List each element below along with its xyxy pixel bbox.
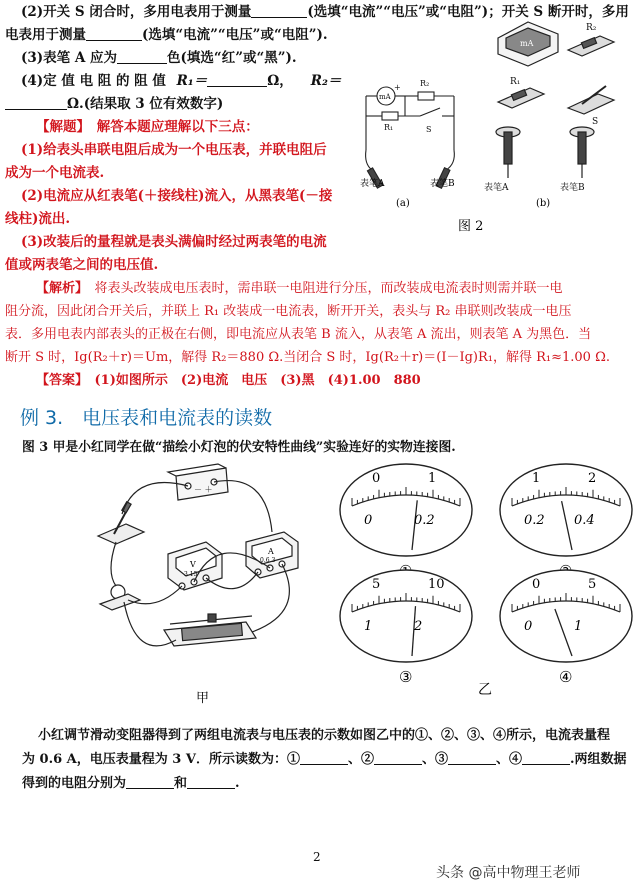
q4-omega: Ω， <box>267 73 293 89</box>
resistor-r1-icon <box>498 77 544 108</box>
analysis-line: 表．多用电表内部表头的正极在右侧，即电流应从表笔 B 流入，从表笔 A 流出，则表笔 A 为黑色．当 <box>5 327 592 342</box>
bottom-question-text: 、④ <box>495 752 522 767</box>
hint-point-3-cont: 值或两表笔之间的电压值. <box>5 257 159 273</box>
dial-bottom-left: 1 <box>364 619 373 634</box>
pen-b-label-b: 表笔B <box>560 183 585 193</box>
figure-3-dials <box>338 458 638 708</box>
q2-text: (选填“电流”“电压”或“电阻”)；开关 S 断开时，多用 <box>307 4 629 20</box>
q4-r2: R₂＝ <box>310 73 342 89</box>
hint-point-3: (3)改装后的量程就是表头满偏时经过两表笔的电流 <box>21 234 327 250</box>
fig2-label-a: (a) <box>396 198 410 209</box>
dial-top-left: 1 <box>532 471 541 486</box>
dial-top-right: 2 <box>588 471 597 486</box>
dial-outline <box>340 464 472 556</box>
dial-outline <box>500 570 632 662</box>
probe-b-icon <box>560 127 594 193</box>
dial-bottom-right: 2 <box>414 619 423 634</box>
meter-dial-2 <box>500 464 632 580</box>
fig2-caption: 图 2 <box>458 219 484 234</box>
answer-text: (1)如图所示 (2)电流 电压 (3)黑 (4)1.00 880 <box>94 373 421 388</box>
fig3-yi-caption: 乙 <box>478 682 492 698</box>
dial-label: ④ <box>559 668 573 686</box>
reading-blank-1[interactable] <box>300 750 348 765</box>
meter-dial-1 <box>340 464 472 580</box>
battery-signs: － ＋ <box>194 485 213 494</box>
svg-text:R₁: R₁ <box>384 123 394 132</box>
battery-icon <box>168 464 228 500</box>
bottom-question-text: 、② <box>347 752 374 767</box>
answer-blank[interactable] <box>86 26 142 41</box>
example-3-intro: 图 3 甲是小红同学在做“描绘小灯泡的伏安特性曲线”实验连好的实物连接图. <box>22 440 456 455</box>
hint-point-2: (2)电流应从红表笔(＋接线柱)流入，从黑表笔(－接 <box>21 188 333 204</box>
svg-text:S: S <box>426 125 432 134</box>
hint-point-1-cont: 成为一个电流表. <box>5 165 105 181</box>
ammeter-scale: 0.6 3 <box>260 557 276 564</box>
dial-label: ③ <box>399 668 413 686</box>
meter-head-icon <box>498 22 558 66</box>
meter-dial-3 <box>340 570 472 686</box>
pen-b-label: 表笔B <box>430 179 455 189</box>
bottom-question-text: .两组数据 <box>570 752 627 767</box>
circuit-diagram <box>366 79 455 188</box>
dial-outline <box>340 570 472 662</box>
svg-text:mA: mA <box>379 93 391 101</box>
voltmeter-scale: 3 15 <box>184 571 198 578</box>
hint-intro: 解答本题应理解以下三点： <box>96 119 259 135</box>
dial-bottom-left: 0.2 <box>524 513 545 528</box>
analysis-line: 阻分流，因此闭合开关后，并联上 R₁ 改装成一电流表，断开开关，表头与 R₂ 串联则改装成一电压 <box>5 304 572 319</box>
analysis-line: 断开 S 时，Ig(R₂＋r)＝Um，解得 R₂＝880 Ω.当闭合 S 时，Ig(R₂＋r)＝(I－Ig)R₁，解得 R₁≈1.00 Ω. <box>5 350 610 365</box>
bottom-question-text: 得到的电阻分别为 <box>22 776 127 791</box>
fig2-label-b: (b) <box>536 198 551 209</box>
example-3-title: 例 3. 电压表和电流表的读数 <box>20 407 273 429</box>
watermark: 头条 @高中物理王老师 <box>436 865 581 881</box>
voltmeter-symbol: V <box>190 560 196 569</box>
dial-bottom-right: 1 <box>574 619 583 634</box>
fig3-jia-caption: 甲 <box>196 691 210 706</box>
reading-blank-2[interactable] <box>374 750 422 765</box>
answer-blank[interactable] <box>117 49 167 64</box>
answer-blank[interactable] <box>5 95 67 110</box>
bottom-question-text: 和 <box>174 776 188 791</box>
bottom-question-text: 为 0.6 A，电压表量程为 3 V．所示读数为：① <box>22 752 300 767</box>
pen-a-label-b: 表笔A <box>484 183 509 193</box>
bottom-question-text: 、③ <box>421 752 448 767</box>
s-label: S <box>592 117 599 127</box>
hint-tag: 【解题】 <box>36 119 84 135</box>
dial-top-left: 0 <box>372 471 381 486</box>
knife-switch-icon <box>98 502 144 544</box>
hint-point-1: (1)给表头串联电阻后成为一个电压表，并联电阻后 <box>21 142 327 158</box>
bottom-question-line: 小红调节滑动变阻器得到了两组电流表与电压表的示数如图乙中的①、②、③、④所示，电流表量程 <box>38 728 611 743</box>
dial-bottom-right: 0.4 <box>574 513 595 528</box>
analysis-line: 将表头改装成电压表时，需串联一电阻进行分压，而改装成电流表时则需并联一电 <box>94 281 563 296</box>
answer-blank[interactable] <box>207 72 267 87</box>
figure-3-circuit <box>96 462 326 712</box>
q3-text: (3)表笔 A 应为 <box>21 50 118 66</box>
analysis-tag: 【解析】 <box>36 281 82 296</box>
dial-bottom-left: 0 <box>364 513 373 528</box>
dial-top-right: 10 <box>428 577 445 592</box>
resistor-r2-icon <box>568 23 614 56</box>
rheostat-icon <box>164 614 256 646</box>
switch-icon <box>568 86 614 127</box>
answer-blank[interactable] <box>251 3 307 18</box>
reading-blank-4[interactable] <box>522 750 570 765</box>
ma-label: mA <box>520 39 534 48</box>
dial-top-left: 5 <box>372 577 381 592</box>
page-number: 2 <box>313 850 321 864</box>
q3-text: 色(填选“红”或“黑”). <box>167 50 297 66</box>
resistance-blank-1[interactable] <box>126 774 174 789</box>
dial-bottom-left: 0 <box>524 619 533 634</box>
pen-a-label: 表笔A <box>360 179 385 189</box>
dial-top-right: 5 <box>588 577 597 592</box>
meter-dial-4 <box>500 570 632 686</box>
resistance-blank-2[interactable] <box>187 774 235 789</box>
figure-2 <box>360 10 620 235</box>
dial-bottom-right: 0.2 <box>414 513 435 528</box>
bottom-question-text: . <box>235 776 240 791</box>
answer-tag: 【答案】 <box>36 373 82 388</box>
svg-text:+: + <box>394 83 401 92</box>
q4-text: Ω.(结果取 3 位有效数字) <box>67 96 224 112</box>
reading-blank-3[interactable] <box>448 750 496 765</box>
q2-text: 电表用于测量 <box>5 27 86 43</box>
probe-a-icon <box>484 127 520 193</box>
q2-text: (选填“电流”“电压”或“电阻”). <box>142 27 328 43</box>
r1-label: R₁ <box>510 77 521 87</box>
dial-top-left: 0 <box>532 577 541 592</box>
ammeter-symbol: A <box>268 547 274 556</box>
dial-top-right: 1 <box>428 471 437 486</box>
svg-text:R₂: R₂ <box>420 79 430 88</box>
dial-outline <box>500 464 632 556</box>
q4-r1: R₁＝ <box>176 73 208 89</box>
bulb-icon <box>100 585 140 610</box>
hint-point-2-cont: 线柱)流出. <box>5 211 71 227</box>
r2-label: R₂ <box>586 23 597 33</box>
q4-text: (4)定 值 电 阻 的 阻 值 <box>21 73 166 89</box>
q2-text: (2)开关 S 闭合时，多用电表用于测量 <box>21 4 252 20</box>
